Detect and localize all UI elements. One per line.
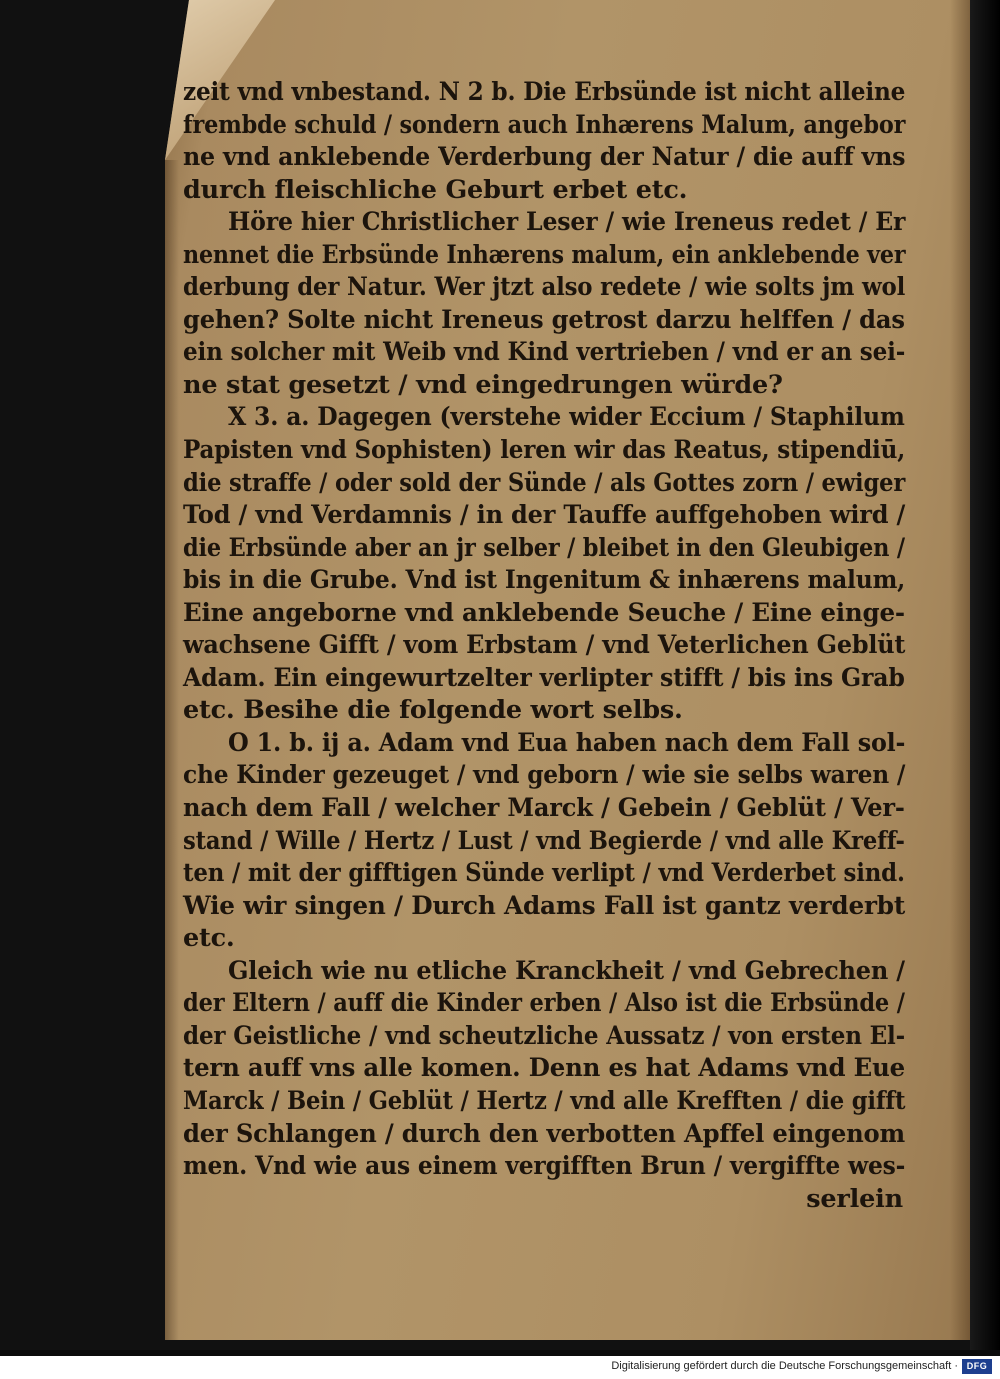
text-line-30: der Geistliche / vnd scheutzliche Aussatz / von ersten El- bbox=[183, 1020, 905, 1051]
text-line-24: stand / Wille / Hertz / Lust / vnd Begierde / vnd alle Kreff- bbox=[183, 825, 905, 856]
text-line-7: derbung der Natur. Wer jtzt also redete / wie solts jm wol bbox=[183, 272, 906, 303]
catchword: serlein bbox=[806, 1183, 903, 1214]
text-line-15: die Erbsünde aber an jr selber / bleibet in den Gleubigen / bbox=[183, 532, 905, 563]
text-line-28: Gleich wie nu etliche Kranckheit / vnd Gebrechen / bbox=[228, 955, 905, 986]
text-line-6: nennet die Erbsünde Inhærens malum, ein anklebende ver bbox=[183, 239, 906, 270]
text-line-32: Marck / Bein / Geblüt / Hertz / vnd alle Krefften / die gifft bbox=[183, 1085, 906, 1116]
text-line-22: che Kinder gezeuget / vnd geborn / wie sie selbs waren / bbox=[183, 760, 906, 791]
text-line-11: X 3. a. Dagegen (verstehe wider Eccium / Staphilum bbox=[228, 402, 905, 433]
text-line-19: Adam. Ein eingewurtzelter verlipter stifft / bis ins Grab bbox=[183, 662, 905, 693]
book-edge bbox=[970, 0, 1000, 1350]
text-line-10: ne stat gesetzt / vnd eingedrungen würde? bbox=[183, 369, 783, 400]
text-line-14: Tod / vnd Verdamnis / in der Tauffe auffgehoben wird / bbox=[183, 500, 906, 531]
text-line-23: nach dem Fall / welcher Marck / Gebein / Geblüt / Ver- bbox=[183, 793, 905, 824]
text-line-16: bis in die Grube. Vnd ist Ingenitum & inhærens malum, bbox=[183, 565, 906, 596]
text-line-5: Höre hier Christlicher Leser / wie Ireneus redet / Er bbox=[228, 207, 906, 238]
text-line-29: der Eltern / auff die Kinder erben / Also ist die Erbsünde / bbox=[183, 988, 905, 1019]
text-line-12: Papisten vnd Sophisten) leren wir das Reatus, stipendiū, bbox=[183, 435, 906, 466]
text-line-26: Wie wir singen / Durch Adams Fall ist gantz verderbt bbox=[183, 890, 906, 921]
text-line-2: frembde schuld / sondern auch Inhærens Malum, angebor bbox=[183, 109, 906, 140]
text-line-33: der Schlangen / durch den verbotten Apffel eingenom bbox=[183, 1118, 905, 1149]
text-line-17: Eine angeborne vnd anklebende Seuche / Eine einge- bbox=[183, 597, 905, 628]
text-line-3: ne vnd anklebende Verderbung der Natur / die auff vns bbox=[183, 142, 906, 173]
text-line-31: tern auff vns alle komen. Denn es hat Adams vnd Eue bbox=[183, 1053, 905, 1084]
text-line-18: wachsene Gifft / vom Erbstam / vnd Veterlichen Geblüt bbox=[183, 630, 906, 661]
text-line-1: zeit vnd vnbestand. N 2 b. Die Erbsünde ist nicht alleine bbox=[183, 77, 906, 107]
text-line-20: etc. Besihe die folgende wort selbs. bbox=[183, 695, 683, 726]
footer-bar bbox=[0, 1356, 1000, 1379]
text-line-13: die straffe / oder sold der Sünde / als Gottes zorn / ewiger bbox=[183, 467, 906, 498]
text-line-25: ten / mit der gifftigen Sünde verlipt / vnd Verderbet sind. bbox=[183, 858, 905, 889]
page-left-shadow bbox=[165, 160, 179, 1340]
text-line-21: O 1. b. ij a. Adam vnd Eua haben nach dem Fall sol- bbox=[228, 727, 906, 758]
text-line-8: gehen? Solte nicht Ireneus getrost darzu helffen / das bbox=[183, 304, 905, 335]
funding-credit: Digitalisierung gefördert durch die Deutsche Forschungsgemeinschaft · bbox=[611, 1360, 958, 1372]
text-line-4: durch fleischliche Geburt erbet etc. bbox=[183, 174, 688, 205]
text-line-27: etc. bbox=[183, 923, 235, 954]
page-text bbox=[183, 76, 906, 1215]
dfg-logo: DFG bbox=[962, 1359, 992, 1374]
text-line-34: men. Vnd wie aus einem vergifften Brun / vergiffte wes- bbox=[183, 1151, 906, 1182]
text-line-9: ein solcher mit Weib vnd Kind vertrieben / vnd er an sei- bbox=[183, 337, 906, 368]
